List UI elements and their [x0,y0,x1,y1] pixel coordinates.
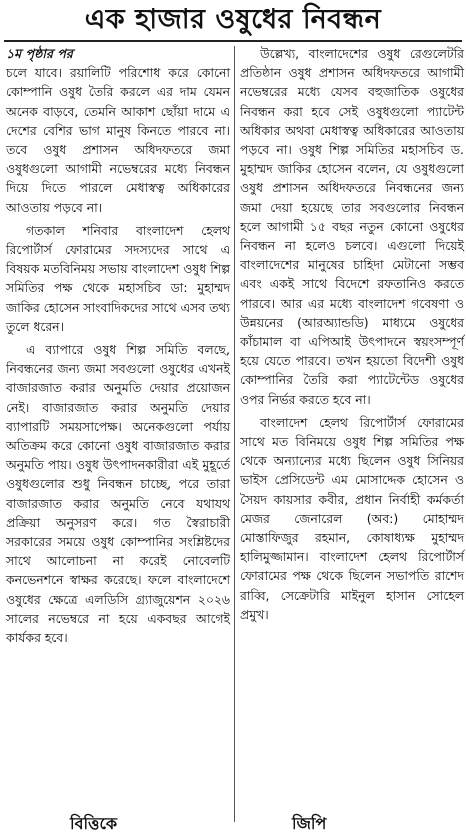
article-paragraph: চলে যাবে। রয়ালিটি পরিশোধ করে কোনো কোম্পানি ওষুধ তৈরি করলে এর দাম যেমন অনেক বাড়বে, তেমনি আকাশ ছোঁয়া দামে এ দেশের বেশির ভাগ মানুষ কিনতে পারবে না। তবে ওষুধ প্রশাসন অধিদফতরে জমা ওষুধগুলো আগামী নভেম্বরের মধ্যে নিবন্ধন দিয়ে দিতে পারলে মেধাস্বত্ব অধিকারের আওতায় পড়বে না। [6,65,230,215]
article-paragraph: উল্লেখ্য, বাংলাদেশের ওষুধ রেগুলেটরি প্রতিষ্ঠান ওষুধ প্রশাসন অধিদফতরে আগামী নভেম্বরের মধ্যে যেসব বহুজাতিক ওষুধের নিবন্ধন করা হবে সেই ওষুধগুলো প্যাটেন্ট অধিকার অথবা মেধাস্বত্ব অধিকারের আওতায় পড়বে না। ওষুধ শিল্প সমিতির মহাসচিব ড. মুহাম্মদ জাকির হোসেন বলেন, যে ওষুধগুলো ওষুধ প্রশাসন অধিদফতরে নিবন্ধনের জন্য জমা দেয়া হয়েছে তার সবগুলোর নিবন্ধন হলে আগামী ১৫ বছর নতুন কোনো ওষুধের নিবন্ধন না হলেও চলবে। এগুলো দিয়েই বাংলাদেশের মানুষের চাহিদা মেটানো সম্ভব এবং একই সাথে বিদেশে রফতানিও করতে পারবে। আর এর মধ্যে বাংলাদেশ গবেষণা ও উন্নয়নের (আরঅ্যান্ডডি) মাধ্যমে ওষুধের কাঁচামাল বা এপিআই উৎপাদনে স্বয়ংসম্পূর্ণ হয়ে যেতে পারবে। তখন হয়তো বিদেশী ওষুধ কোম্পানির তৈরি করা প্যাটেন্টেড ওষুধের ওপর নির্ভর করতে হবে না। [240,46,464,407]
article-column-right [240,44,464,824]
article-paragraph: গতকাল শনিবার বাংলাদেশ হেলথ রিপোর্টার্স ফোরামের সদস্যদের সাথে এ বিষয়ক মতবিনিময় সভায় বাংলাদেশ ওষুধ শিল্প সমিতির পক্ষ থেকে মহাসচিব ডা: মুহাম্মদ জাকির হোসেন সাংবাদিকদের সাথে এসব তথ্য তুলে ধরেন। [6,222,230,334]
headline-rule [4,40,462,42]
continued-from-label: ১ম পৃষ্ঠার পর [6,46,73,61]
article-paragraph: এ ব্যাপারে ওষুধ শিল্প সমিতি বলছে, নিবন্ধনের জন্য জমা সবগুলো ওষুধের এখনই বাজারজাত করার অনুমতি দেয়ার প্রয়োজন নেই। বাজারজাত করার অনুমতি দেয়ার ব্যাপারটি সময়সাপেক্ষ। অনেকগুলো পর্যায় অতিক্রম করে কোনো ওষুধ বাজারজাত করার অনুমতি পায়। ওষুধ উৎপাদনকারীরা এই মুহূর্তে ওষুধগুলোর শুধু নিবন্ধন চাচ্ছে, পরে তারা বাজারজাত করার অনুমতি নেবে যথাযথ প্রক্রিয়া অনুসরণ করে। গত স্বৈরাচারী সরকারের সময়ে ওষুধ কোম্পানির সংশ্লিষ্টদের সাথে আলোচনা না করেই নোবেলটি কনভেনশনে স্বাক্ষর করেছে। ফলে বাংলাদেশে ওষুধের ক্ষেত্রে এলডিসি গ্র্যাজুয়েশন ২০২৬ সালের নভেম্বরে না হয়ে একবছর আগেই কার্যকর হবে। [6,342,230,646]
next-story-strip [0,814,466,833]
next-story-fragment: জিপি [292,814,327,833]
article-paragraph: বাংলাদেশ হেলথ রিপোর্টার্স ফোরামের সাথে মত বিনিময়ে ওষুধ শিল্প সমিতির পক্ষ থেকে অন্যান্যের মধ্যে ছিলেন ওষুধ সিনিয়র ভাইস প্রেসিডেন্ট এম মোসাদ্দেক হোসেন ও সৈয়দ কায়সার কবীর, প্রধান নির্বাহী কর্মকর্তা মেজর জেনারেল (অব:) মোহাম্মদ মোস্তাফিজুর রহমান, কোষাধ্যক্ষ মুহাম্মদ হালিমুজ্জামান। বাংলাদেশ হেলথ রিপোর্টার্স ফোরামের পক্ষ থেকে ছিলেন সভাপতি রাশেদ রাব্বি, সেক্রেটারি মাইনুল হাসান সোহেল প্রমুখ। [240,414,464,622]
column-divider [234,46,235,822]
article-headline: এক হাজার ওষুধের নিবন্ধন [84,4,382,35]
article-column-left [6,44,230,824]
next-story-fragment: বিত্তিকে [70,814,118,833]
